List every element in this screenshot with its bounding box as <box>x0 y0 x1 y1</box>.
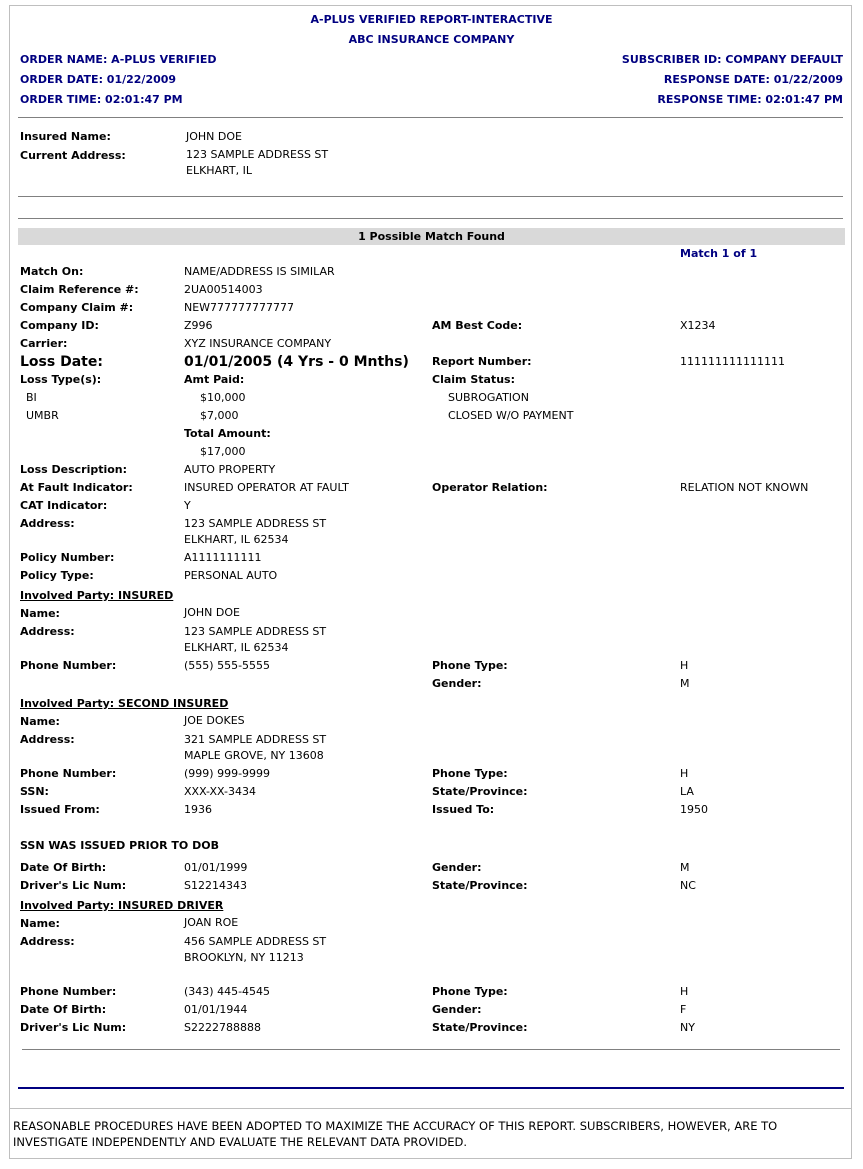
ssn-warning: SSN WAS ISSUED PRIOR TO DOB <box>20 839 219 852</box>
report-frame <box>9 5 852 1159</box>
insured-name: JOHN DOE <box>186 130 242 143</box>
loss-status: CLOSED W/O PAYMENT <box>448 409 574 422</box>
company-id-label: Company ID: <box>20 319 99 332</box>
at-fault-label: At Fault Indicator: <box>20 481 133 494</box>
party3-lic-state-label: State/Province: <box>432 1021 528 1034</box>
party1-name-label: Name: <box>20 607 60 620</box>
loss-type: UMBR <box>26 409 59 422</box>
am-best-label: AM Best Code: <box>432 319 523 332</box>
insured-divider <box>18 196 843 197</box>
insured-name-label: Insured Name: <box>20 130 111 143</box>
party3-name: JOAN ROE <box>184 916 239 929</box>
party-heading-second-insured: Involved Party: SECOND INSURED <box>20 697 229 710</box>
party3-lic-state: NY <box>680 1021 695 1034</box>
party2-lic: S12214343 <box>184 879 247 892</box>
subscriber-id: SUBSCRIBER ID: COMPANY DEFAULT <box>621 53 843 66</box>
current-address-line2: ELKHART, IL <box>186 164 253 177</box>
party3-phone-type-label: Phone Type: <box>432 985 508 998</box>
party2-lic-label: Driver's Lic Num: <box>20 879 127 892</box>
company-claim-label: Company Claim #: <box>20 301 134 314</box>
party2-phone-label: Phone Number: <box>20 767 117 780</box>
disclaimer: REASONABLE PROCEDURES HAVE BEEN ADOPTED TO MAXIMIZE THE ACCURACY OF THIS REPORT. SUBSCRIBERS, HOWEVER, ARE TO INVESTIGATE INDEPENDENTLY AND EVALUATE THE RELEVANT DATA PROVIDED. <box>13 1119 778 1149</box>
match-end-divider <box>22 1049 840 1050</box>
claim-status-label: Claim Status: <box>432 373 515 386</box>
party2-phone-type: H <box>680 767 689 780</box>
footer-box-top <box>9 1108 852 1109</box>
loss-amount: $10,000 <box>200 391 246 404</box>
party3-address-line1: 456 SAMPLE ADDRESS ST <box>184 935 327 948</box>
party3-name-label: Name: <box>20 917 60 930</box>
party2-lic-state-label: State/Province: <box>432 879 528 892</box>
report-title: A-PLUS VERIFIED REPORT-INTERACTIVE <box>310 13 553 26</box>
response-date: RESPONSE DATE: 01/22/2009 <box>663 73 843 86</box>
carrier-label: Carrier: <box>20 337 68 350</box>
operator-relation-value: RELATION NOT KNOWN <box>680 481 809 494</box>
party3-dob: 01/01/1944 <box>184 1003 248 1016</box>
cat-indicator-label: CAT Indicator: <box>20 499 108 512</box>
party3-lic-label: Driver's Lic Num: <box>20 1021 127 1034</box>
party2-name: JOE DOKES <box>184 714 245 727</box>
loss-description-label: Loss Description: <box>20 463 128 476</box>
party2-phone: (999) 999-9999 <box>184 767 271 780</box>
party2-issued-from: 1936 <box>184 803 212 816</box>
party3-gender-label: Gender: <box>432 1003 482 1016</box>
order-date: ORDER DATE: 01/22/2009 <box>20 73 177 86</box>
policy-number-value: A1111111111 <box>184 551 262 564</box>
loss-status: SUBROGATION <box>448 391 529 404</box>
party1-name: JOHN DOE <box>184 606 240 619</box>
party2-ssn-label: SSN: <box>20 785 49 798</box>
response-time: RESPONSE TIME: 02:01:47 PM <box>657 93 843 106</box>
party1-phone: (555) 555-5555 <box>184 659 271 672</box>
order-name: ORDER NAME: A-PLUS VERIFIED <box>20 53 217 66</box>
party2-issued-from-label: Issued From: <box>20 803 100 816</box>
carrier-value: XYZ INSURANCE COMPANY <box>184 337 332 350</box>
party2-dob: 01/01/1999 <box>184 861 248 874</box>
loss-address-label: Address: <box>20 517 75 530</box>
party1-gender-label: Gender: <box>432 677 482 690</box>
party-heading-insured: Involved Party: INSURED <box>20 589 174 602</box>
party1-address-label: Address: <box>20 625 75 638</box>
party1-phone-type-label: Phone Type: <box>432 659 508 672</box>
party3-phone-label: Phone Number: <box>20 985 117 998</box>
order-time: ORDER TIME: 02:01:47 PM <box>20 93 183 106</box>
party2-dob-label: Date Of Birth: <box>20 861 107 874</box>
party3-phone-type: H <box>680 985 689 998</box>
loss-address-line1: 123 SAMPLE ADDRESS ST <box>184 517 327 530</box>
amt-paid-label: Amt Paid: <box>184 373 245 386</box>
party1-phone-label: Phone Number: <box>20 659 117 672</box>
party3-lic: S2222788888 <box>184 1021 261 1034</box>
party2-issued-to-label: Issued To: <box>432 803 495 816</box>
company-id-value: Z996 <box>184 319 213 332</box>
policy-number-label: Policy Number: <box>20 551 115 564</box>
party2-name-label: Name: <box>20 715 60 728</box>
party2-issued-to: 1950 <box>680 803 708 816</box>
party2-address-label: Address: <box>20 733 75 746</box>
claim-ref-value: 2UA00514003 <box>184 283 263 296</box>
party2-state-label: State/Province: <box>432 785 528 798</box>
total-amount-label: Total Amount: <box>184 427 271 440</box>
loss-description-value: AUTO PROPERTY <box>184 463 276 476</box>
loss-date-value: 01/01/2005 (4 Yrs - 0 Mnths) <box>184 354 409 370</box>
loss-type: BI <box>26 391 37 404</box>
cat-indicator-value: Y <box>184 499 191 512</box>
match-on-label: Match On: <box>20 265 84 278</box>
party2-address-line2: MAPLE GROVE, NY 13608 <box>184 749 324 762</box>
party3-address-line2: BROOKLYN, NY 11213 <box>184 951 304 964</box>
party1-address-line2: ELKHART, IL 62534 <box>184 641 289 654</box>
header-divider <box>18 117 843 118</box>
report-number-value: 111111111111111 <box>680 355 785 368</box>
party1-phone-type: H <box>680 659 689 672</box>
insured-divider-2 <box>18 218 843 219</box>
match-counter: Match 1 of 1 <box>680 247 758 260</box>
party2-ssn: XXX-XX-3434 <box>184 785 256 798</box>
match-banner: 1 Possible Match Found <box>18 228 845 245</box>
match-on-value: NAME/ADDRESS IS SIMILAR <box>184 265 335 278</box>
total-amount-value: $17,000 <box>200 445 246 458</box>
company-name: ABC INSURANCE COMPANY <box>348 33 515 46</box>
party3-phone: (343) 445-4545 <box>184 985 271 998</box>
party2-state: LA <box>680 785 694 798</box>
claim-ref-label: Claim Reference #: <box>20 283 139 296</box>
party2-lic-state: NC <box>680 879 696 892</box>
current-address-line1: 123 SAMPLE ADDRESS ST <box>186 148 329 161</box>
party2-gender-label: Gender: <box>432 861 482 874</box>
party3-gender: F <box>680 1003 687 1016</box>
party3-address-label: Address: <box>20 935 75 948</box>
policy-type-value: PERSONAL AUTO <box>184 569 278 582</box>
policy-type-label: Policy Type: <box>20 569 94 582</box>
party3-dob-label: Date Of Birth: <box>20 1003 107 1016</box>
report-number-label: Report Number: <box>432 355 532 368</box>
am-best-value: X1234 <box>680 319 716 332</box>
loss-date-label: Loss Date: <box>20 354 103 370</box>
operator-relation-label: Operator Relation: <box>432 481 548 494</box>
party1-address-line1: 123 SAMPLE ADDRESS ST <box>184 625 327 638</box>
party2-address-line1: 321 SAMPLE ADDRESS ST <box>184 733 327 746</box>
loss-types-label: Loss Type(s): <box>20 373 102 386</box>
footer-divider <box>18 1087 844 1089</box>
current-address-label: Current Address: <box>20 149 126 162</box>
party1-gender: M <box>680 677 690 690</box>
company-claim-value: NEW777777777777 <box>184 301 295 314</box>
at-fault-value: INSURED OPERATOR AT FAULT <box>184 481 349 494</box>
loss-amount: $7,000 <box>200 409 239 422</box>
party-heading-insured-driver: Involved Party: INSURED DRIVER <box>20 899 224 912</box>
loss-address-line2: ELKHART, IL 62534 <box>184 533 289 546</box>
party2-phone-type-label: Phone Type: <box>432 767 508 780</box>
party2-gender: M <box>680 861 690 874</box>
